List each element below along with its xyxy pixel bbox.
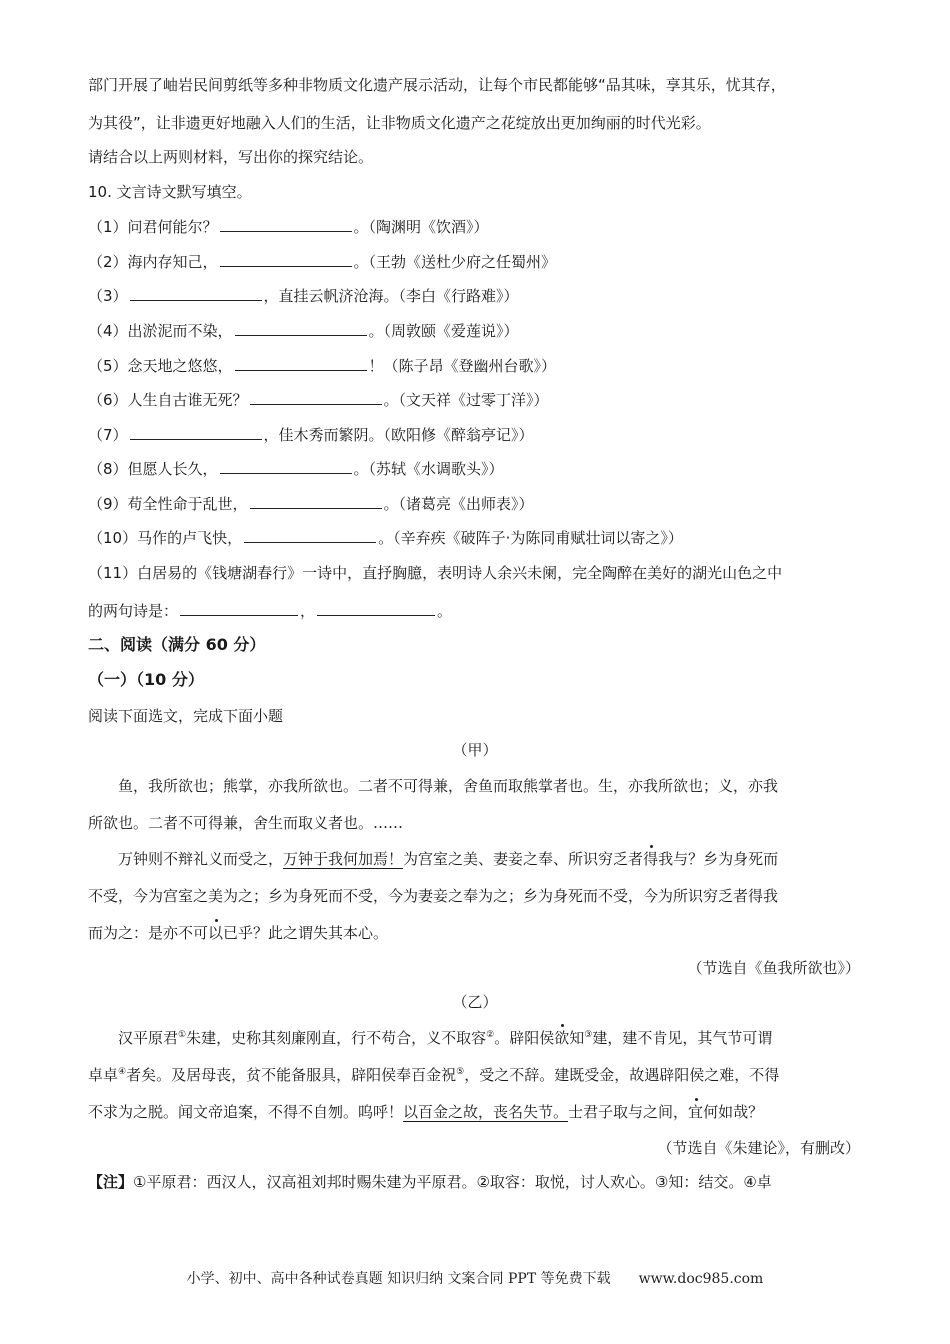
material-line-2: 为其役”，让非遗更好地融入人们的生活，让非物质文化遗产之花绽放出更加绚丽的时代光彩。 — [88, 114, 711, 132]
subsection-1-title: （一）（10 分） — [88, 670, 204, 689]
footer-link[interactable]: www.doc985.com — [638, 1271, 764, 1287]
footnote-marker: ③ — [584, 1030, 593, 1040]
fill-item-2: （2）海内存知己， 。（王勃《送杜少府之任蜀州》 — [88, 253, 557, 271]
fill-item-8: （8）但愿人长久， 。（苏轼《水调歌头》） — [88, 460, 504, 478]
note-label: 【注】 — [88, 1173, 134, 1191]
dotted-word: 得 — [643, 850, 659, 868]
footnote-marker: ② — [486, 1030, 495, 1040]
answer-blank[interactable] — [250, 390, 382, 405]
passage-a-source: （节选自《鱼我所欲也》） — [687, 959, 860, 977]
fill-item-3: （3） ，直挂云帆济沧海。（李白《行路难》） — [88, 287, 519, 305]
answer-blank[interactable] — [180, 601, 298, 616]
footer-text: 小学、初中、高中各种试卷真题 知识归纳 文案合同 PPT 等免费下载 — [186, 1271, 611, 1287]
footnote-marker: ① — [178, 1030, 187, 1040]
fill-item-11-line-1: （11）白居易的《钱塘湖春行》一诗中，直抒胸臆，表明诗人余兴未阑，完全陶醉在美好的湖光山色之中 — [88, 564, 783, 582]
fill-item-6: （6）人生自古谁无死？ 。（文天祥《过零丁洋》） — [88, 391, 549, 409]
answer-blank[interactable] — [220, 252, 352, 267]
fill-item-4: （4）出淤泥而不染， 。（周敦颐《爱莲说》） — [88, 322, 519, 340]
underlined-sentence: 以百金之故，丧名失节。 — [403, 1103, 569, 1121]
reading-instruction: 阅读下面选文，完成下面小题 — [88, 707, 284, 725]
passage-a-line-5: 而为之：是亦不可以已乎？此之谓失其本心。 — [88, 924, 389, 942]
answer-blank[interactable] — [244, 528, 376, 543]
fill-item-10: （10）马作的卢飞快， 。（辛弃疾《破阵子·为陈同甫赋壮词以寄之》） — [88, 529, 683, 547]
answer-blank[interactable] — [220, 459, 352, 474]
answer-blank[interactable] — [220, 217, 352, 232]
footnote-marker: ⑤ — [456, 1067, 465, 1077]
answer-blank[interactable] — [235, 356, 367, 371]
passage-b-line-3: 不求为之脱。闻文帝追案，不得不自刎。呜呼！以百金之故，丧名失节。士君子取与之间，宜何如哉？ — [88, 1103, 764, 1121]
material-line-1: 部门开展了岫岩民间剪纸等多种非物质文化遗产展示活动，让每个市民都能够“品其味，享其乐，忧其存， — [88, 76, 786, 94]
passage-a-line-3: 万钟则不辩礼义而受之，万钟于我何加焉！为宫室之美、妻妾之奉、所识穷乏者得我与？乡为身死而 — [118, 850, 779, 868]
answer-blank[interactable] — [130, 286, 262, 301]
footnote-marker: ④ — [118, 1067, 127, 1077]
question-10-title: 10. 文言诗文默写填空。 — [88, 183, 252, 201]
passage-a-label: （甲） — [452, 741, 498, 759]
answer-blank[interactable] — [235, 321, 367, 336]
answer-blank[interactable] — [317, 601, 435, 616]
underlined-sentence: 万钟于我何加焉！ — [283, 850, 404, 868]
fill-item-1: （1）问君何能尔？ 。（陶渊明《饮酒》） — [88, 218, 489, 236]
passage-a-line-2: 所欲也。二者不可得兼，舍生而取义者也。…… — [88, 814, 404, 832]
passage-b-label: （乙） — [452, 993, 498, 1011]
fill-item-5: （5）念天地之悠悠， ！（陈子昂《登幽州台歌》） — [88, 357, 557, 375]
dotted-word: 欲 — [554, 1029, 570, 1047]
footnotes — [88, 1171, 862, 1193]
passage-a-line-1: 鱼，我所欲也；熊掌，亦我所欲也。二者不可得兼，舍鱼而取熊掌者也。生，亦我所欲也；义，亦我 — [118, 777, 779, 795]
section-2-title: 二、阅读（满分 60 分） — [88, 635, 266, 654]
passage-b-line-1: 汉平原君①朱建，史称其刻廉刚直，行不苟合，义不取容②。辟阳侯欲知③建，建不肯见，其气节可谓 — [118, 1029, 773, 1047]
fill-item-11-line-2: 的两句诗是： ， 。 — [88, 602, 453, 620]
answer-blank[interactable] — [130, 425, 262, 440]
note-text: ①平原君：西汉人，汉高祖刘邦时赐朱建为平原君。②取容：取悦，讨人欢心。③知：结交。④卓 — [133, 1173, 772, 1191]
fill-item-7: （7） ，佳木秀而繁阴。（欧阳修《醉翁亭记》） — [88, 426, 534, 444]
passage-b-source: （节选自《朱建论》，有删改） — [657, 1139, 860, 1157]
page-footer — [0, 1268, 950, 1288]
fill-item-9: （9）苟全性命于乱世， 。（诸葛亮《出师表》） — [88, 495, 534, 513]
passage-b-line-2: 卓卓④者矣。及居母丧，贫不能备服具，辟阳侯奉百金祝⑤，受之不辞。建既受金，故遇辟阳侯之难，不得 — [88, 1066, 780, 1084]
passage-a-line-4: 不受，今为宫室之美为之；乡为身死而不受，今为妻妾之奉为之；乡为身死而不受，今为所识穷乏者得我 — [88, 887, 779, 905]
answer-blank[interactable] — [250, 494, 382, 509]
material-prompt: 请结合以上两则材料，写出你的探究结论。 — [88, 148, 374, 166]
dotted-word: 宜 — [688, 1103, 704, 1121]
dotted-word: 以 — [208, 924, 224, 942]
